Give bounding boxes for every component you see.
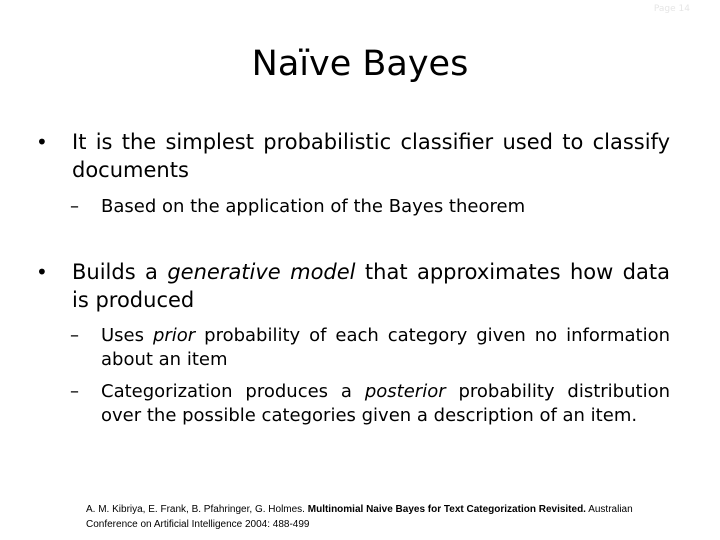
bullet-2	[36, 258, 670, 314]
bullet-2-sub-2-post: probability distribution over the possible categories given a description of an item.	[101, 381, 670, 426]
bullet-2-sub-1-text	[101, 324, 670, 372]
bullet-1-sub-1-text: Based on the application of the Bayes theorem	[101, 196, 526, 217]
bullet-2-text	[72, 258, 670, 314]
bullet-2-sub-2	[70, 380, 670, 428]
dash-marker: –	[70, 381, 79, 402]
bullet-1-text: It is the simplest probabilistic classifier used to classify documents	[72, 130, 670, 182]
bullet-marker: •	[36, 130, 48, 154]
bullet-2-sub-1	[70, 324, 670, 372]
bullet-2-em: generative model	[167, 260, 356, 284]
bullet-2-pre: Builds a	[72, 260, 168, 284]
bullet-marker: •	[36, 260, 48, 284]
dash-marker: –	[70, 325, 79, 346]
bullet-2-sub-1-pre: Uses	[101, 325, 153, 346]
bullet-2-sub-1-em: prior	[152, 325, 196, 346]
bullet-2-post: that approximates how data is produced	[72, 260, 670, 312]
bullet-2-sub-2-text	[101, 380, 670, 428]
reference	[86, 502, 686, 532]
bullet-2-sub-2-em: posterior	[364, 381, 446, 402]
bullet-2-sub-1-post: probability of each category given no information about an item	[101, 325, 670, 370]
bullet-1-sub-1	[70, 195, 670, 219]
dash-marker: –	[70, 196, 79, 217]
reference-authors: A. M. Kibriya, E. Frank, B. Pfahringer, G. Holmes.	[86, 504, 305, 515]
reference-title: Multinomial Naive Bayes for Text Categorization Revisited.	[307, 504, 586, 515]
slide-title: Naïve Bayes	[251, 44, 469, 84]
bullet-2-sub-2-pre: Categorization produces a	[101, 381, 365, 402]
reference-venue: Australian Conference on Artificial Intelligence 2004: 488-499	[86, 504, 633, 530]
slide-number: Page 14	[653, 4, 690, 14]
bullet-1	[36, 128, 670, 184]
